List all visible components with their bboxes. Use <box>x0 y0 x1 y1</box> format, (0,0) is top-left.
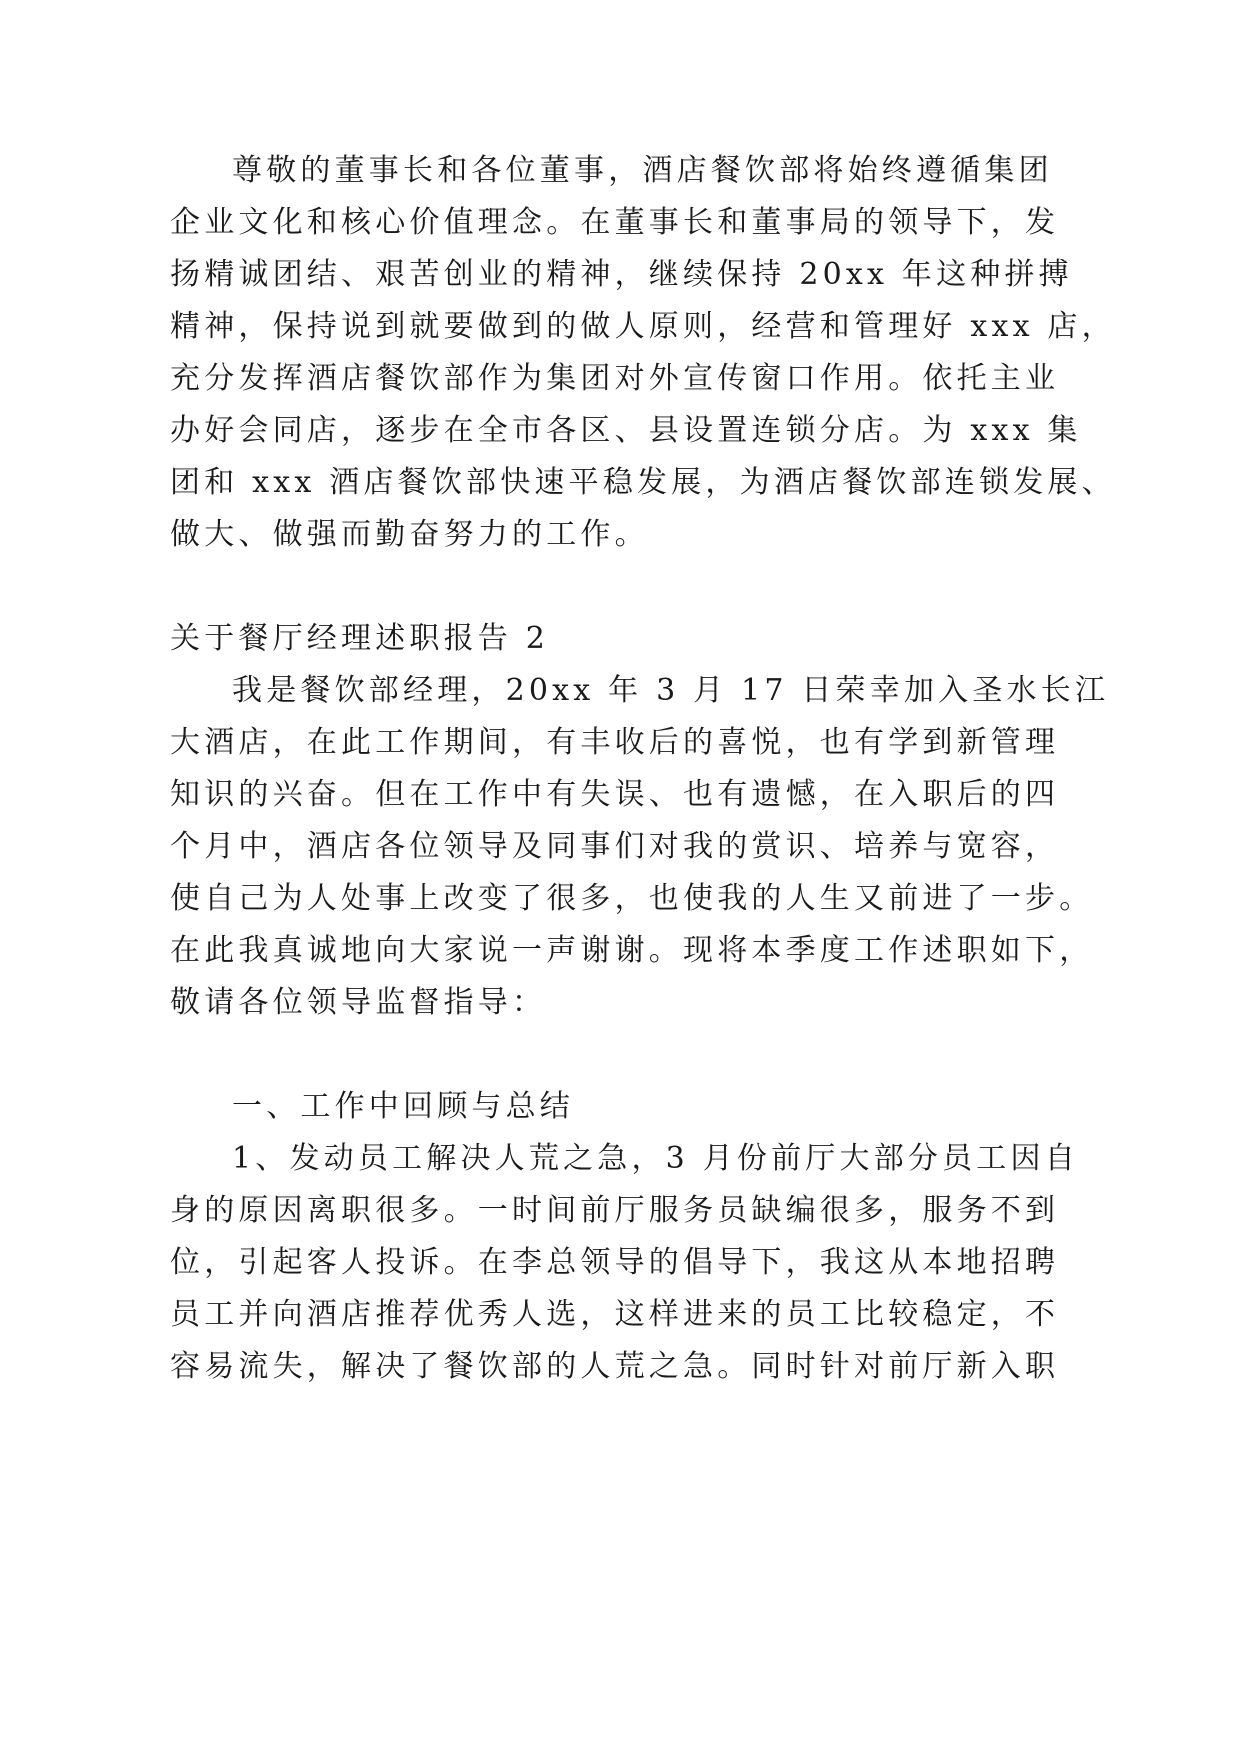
text-line: 扬精诚团结、艰苦创业的精神，继续保持 20xx 年这种拼搏 <box>170 257 1073 292</box>
text-line: 使自己为人处事上改变了很多，也使我的人生又前进了一步。 <box>170 881 1094 916</box>
text-line: 精神，保持说到就要做到的做人原则，经营和管理好 xxx 店， <box>170 309 1116 344</box>
text-line: 敬请各位领导监督指导： <box>170 985 547 1020</box>
text-line: 我是餐饮部经理，20xx 年 3 月 17 日荣幸加入圣水长江 <box>232 673 1110 708</box>
text-line: 团和 xxx 酒店餐饮部快速平稳发展，为酒店餐饮部连锁发展、 <box>170 465 1116 500</box>
text-line: 个月中，酒店各位领导及同事们对我的赏识、培养与宽容， <box>170 829 1060 864</box>
text-line: 充分发挥酒店餐饮部作为集团对外宣传窗口作用。依托主业 <box>170 361 1060 396</box>
text-line: 尊敬的董事长和各位董事，酒店餐饮部将始终遵循集团 <box>232 153 1053 188</box>
text-line: 1、发动员工解决人荒之急，3 月份前厅大部分员工因自 <box>232 1141 1079 1176</box>
text-line: 做大、做强而勤奋努力的工作。 <box>170 517 649 552</box>
text-line: 在此我真诚地向大家说一声谢谢。现将本季度工作述职如下， <box>170 933 1094 968</box>
text-line: 企业文化和核心价值理念。在董事长和董事局的领导下，发 <box>170 205 1060 240</box>
text-line: 员工并向酒店推荐优秀人选，这样进来的员工比较稳定，不 <box>170 1297 1060 1332</box>
text-line: 位，引起客人投诉。在李总领导的倡导下，我这从本地招聘 <box>170 1245 1060 1280</box>
text-line: 容易流失，解决了餐饮部的人荒之急。同时针对前厅新入职 <box>170 1349 1060 1384</box>
text-line: 办好会同店，逐步在全市各区、县设置连锁分店。为 xxx 集 <box>170 413 1082 448</box>
section-heading: 关于餐厅经理述职报告 2 <box>170 621 550 656</box>
subsection-heading: 一、工作中回顾与总结 <box>232 1089 574 1124</box>
text-line: 知识的兴奋。但在工作中有失误、也有遗憾，在入职后的四 <box>170 777 1060 812</box>
text-line: 大酒店，在此工作期间，有丰收后的喜悦，也有学到新管理 <box>170 725 1060 760</box>
text-line: 身的原因离职很多。一时间前厅服务员缺编很多，服务不到 <box>170 1193 1060 1228</box>
